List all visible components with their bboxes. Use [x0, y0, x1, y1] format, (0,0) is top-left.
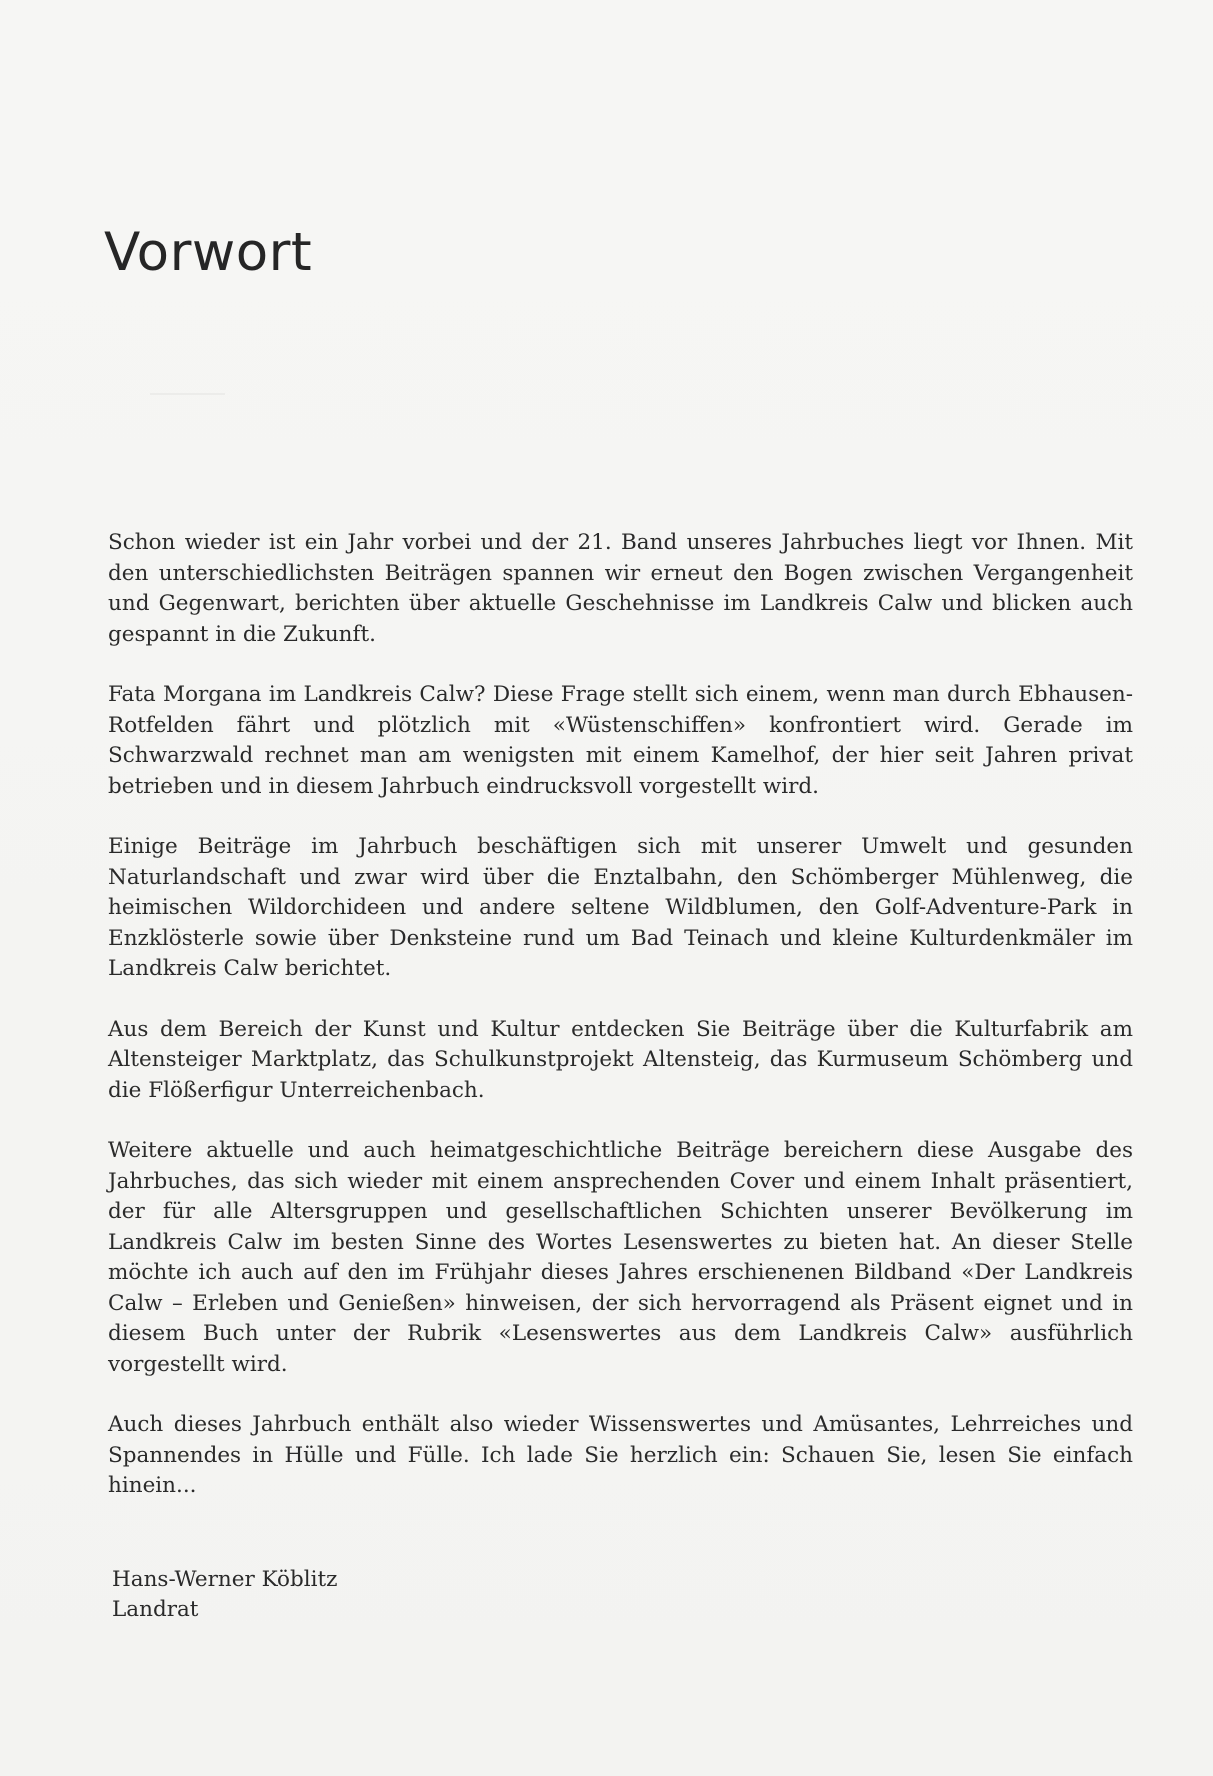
signature-role: Landrat	[112, 1597, 199, 1622]
page-title: Vorwort	[104, 222, 313, 283]
foreword-body	[108, 528, 1133, 1532]
paragraph-5: Weitere aktuelle und auch heimatgeschichtliche Beiträge bereichern diese Ausgabe des Jahrbuches, das sich wieder mit einem ansprechenden Cover und einem Inhalt präsentiert, der für alle Altersgruppen und gesellschaftlichen Schichten unserer Bevölkerung im Landkreis Calw im besten Sinne des Wortes Lesenswertes zu bieten hat. An dieser Stelle möchte ich auch auf den im Frühjahr dieses Jahres erschienenen Bildband «Der Landkreis Calw – Erleben und Genießen» hinweisen, der sich hervorragend als Präsent eignet und in diesem Buch unter der Rubrik «Lesenswertes aus dem Landkreis Calw» ausführlich vorgestellt wird.	[108, 1138, 1133, 1377]
paragraph-1: Schon wieder ist ein Jahr vorbei und der 21. Band unseres Jahrbuches liegt vor Ihnen. Mit den unterschiedlichsten Beiträgen spannen wir erneut den Bogen zwischen Vergangenheit und Gegenwart, berichten über aktuelle Geschehnisse im Landkreis Calw und blicken auch gespannt in die Zukunft.	[108, 530, 1133, 647]
bleed-through-rule	[150, 393, 225, 395]
paragraph-4: Aus dem Bereich der Kunst und Kultur entdecken Sie Beiträge über die Kulturfabrik am Altensteiger Marktplatz, das Schulkunstprojekt Altensteig, das Kurmuseum Schömberg und die Flößerfigur Unterreichenbach.	[108, 1016, 1133, 1103]
signature-block	[112, 1565, 337, 1625]
paragraph-2: Fata Morgana im Landkreis Calw? Diese Frage stellt sich einem, wenn man durch Ebhausen-Rotfelden fährt und plötzlich mit «Wüstenschiffen» konfrontiert wird. Gerade im Schwarzwald rechnet man am wenigsten mit einem Kamelhof, der hier seit Jahren privat betrieben und in diesem Jahrbuch eindrucksvoll vorgestellt wird.	[108, 682, 1133, 799]
paragraph-3: Einige Beiträge im Jahrbuch beschäftigen sich mit unserer Umwelt und gesunden Naturlandschaft und zwar wird über die Enztalbahn, den Schömberger Mühlenweg, die heimischen Wildorchideen und andere seltene Wildblumen, den Golf-Adventure-Park in Enzklösterle sowie über Denksteine rund um Bad Teinach und kleine Kulturdenkmäler im Landkreis Calw berichtet.	[108, 834, 1133, 981]
signature-name: Hans-Werner Köblitz	[112, 1567, 338, 1592]
paragraph-6: Auch dieses Jahrbuch enthält also wieder Wissenswertes und Amüsantes, Lehrreiches und Spannendes in Hülle und Fülle. Ich lade Sie herzlich ein: Schauen Sie, lesen Sie einfach hinein...	[108, 1412, 1133, 1498]
